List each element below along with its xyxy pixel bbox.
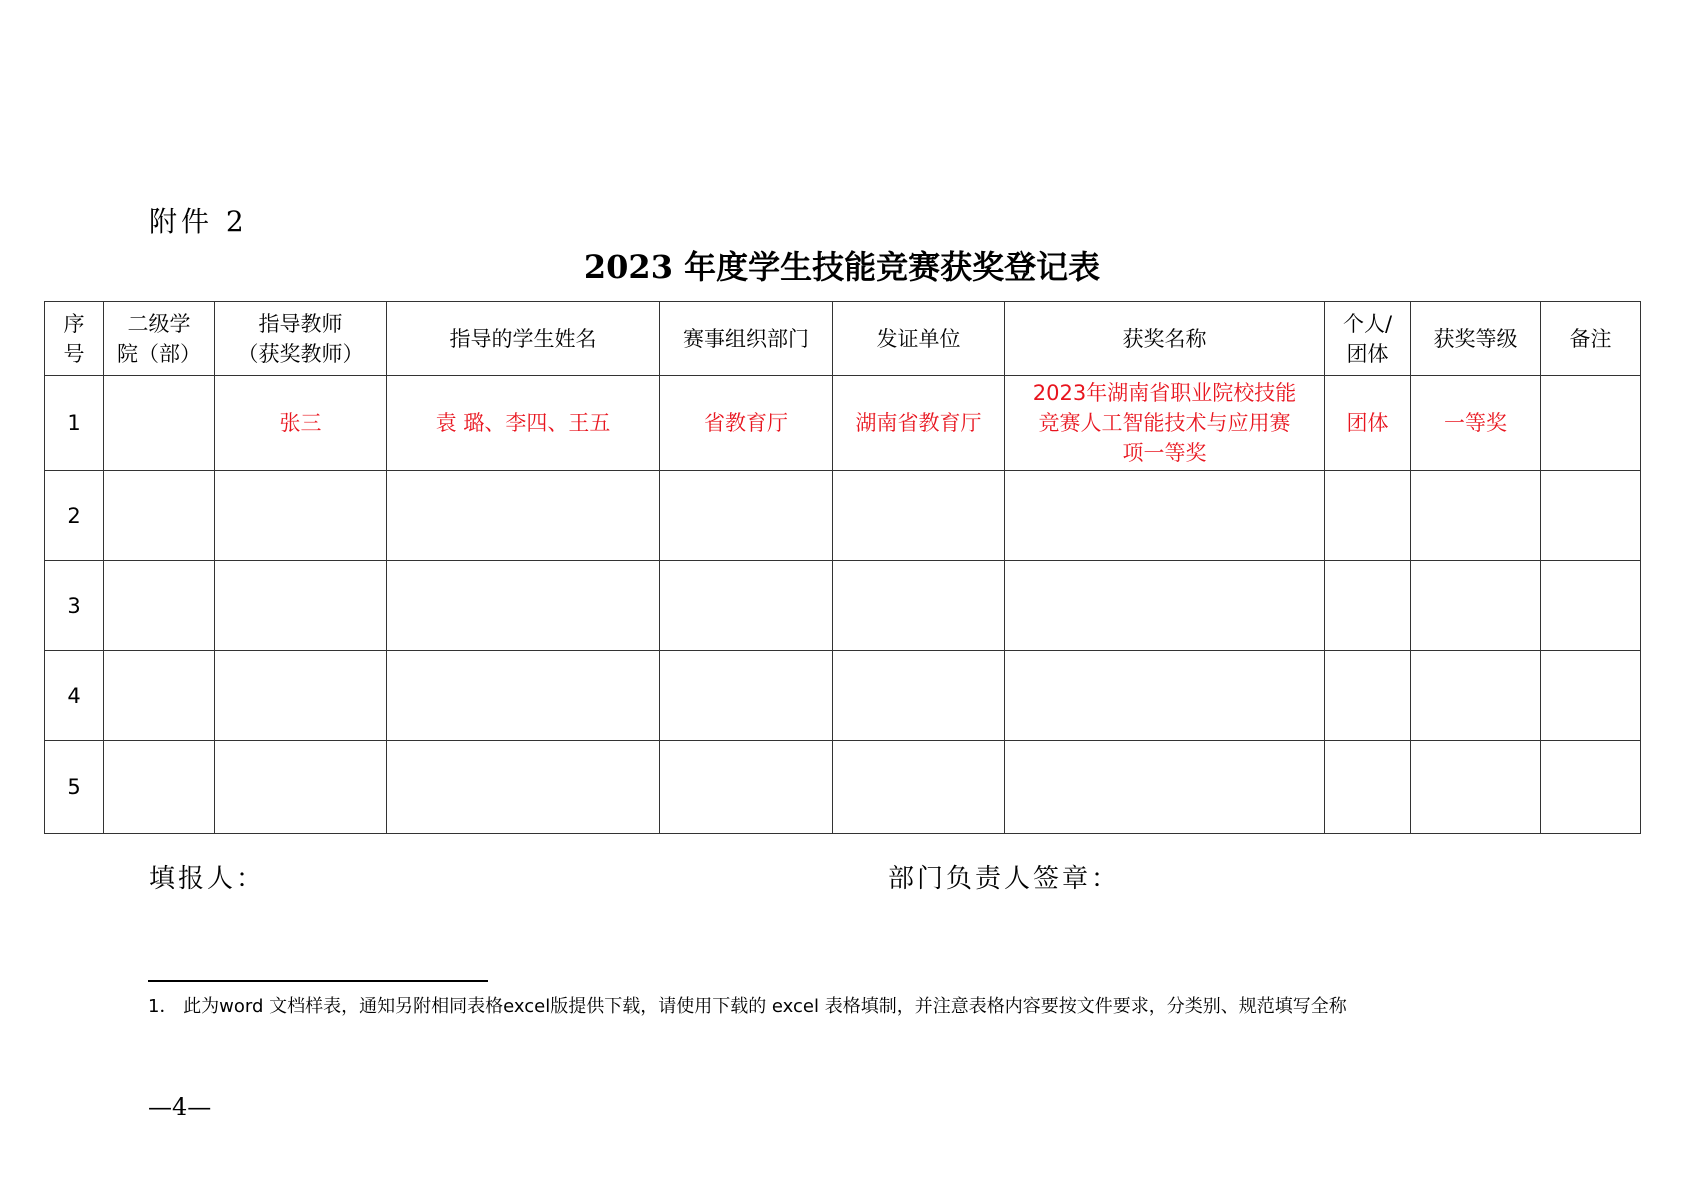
award-name-line-2: 竞赛人工智能技术与应用赛 [1038,411,1291,435]
cell-type[interactable] [1325,561,1411,651]
cell-seq: 3 [45,561,104,651]
cell-students[interactable] [387,471,660,561]
cell-teacher[interactable] [215,651,387,741]
header-college-line-2: 院（部） [117,341,201,366]
header-teacher [215,302,387,376]
award-name-line-3: 项一等奖 [1122,441,1207,465]
cell-issuer[interactable] [833,651,1005,741]
cell-teacher[interactable] [215,741,387,834]
header-type-line-1: 个人/ [1342,311,1393,336]
cell-organizer[interactable] [660,741,833,834]
table-row [45,651,1641,741]
award-name-line-1: 2023年湖南省职业院校技能 [1032,381,1297,405]
cell-students[interactable] [387,561,660,651]
header-college-line-1: 二级学 [127,311,191,336]
cell-teacher[interactable]: 张三 [215,376,387,471]
cell-remark[interactable] [1541,376,1641,471]
table-header-row [45,302,1641,376]
header-teacher-line-1: 指导教师 [258,311,343,336]
cell-college[interactable] [104,471,215,561]
header-college [104,302,215,376]
header-type [1325,302,1411,376]
cell-issuer[interactable]: 湖南省教育厅 [833,376,1005,471]
table-row [45,561,1641,651]
cell-issuer[interactable] [833,561,1005,651]
header-teacher-line-2: （获奖教师） [237,341,364,366]
cell-college[interactable] [104,741,215,834]
table-row [45,376,1641,471]
cell-students[interactable] [387,741,660,834]
header-organizer: 赛事组织部门 [660,302,833,376]
dept-head-signature-label: 部门负责人签章： [888,864,1121,894]
header-seq [45,302,104,376]
cell-remark[interactable] [1541,651,1641,741]
cell-level[interactable] [1411,471,1541,561]
cell-award-name[interactable] [1005,561,1325,651]
cell-type[interactable]: 团体 [1325,376,1411,471]
award-registration-table [44,301,1641,834]
cell-level[interactable] [1411,741,1541,834]
cell-award-name[interactable] [1005,376,1325,471]
cell-award-name[interactable] [1005,741,1325,834]
cell-college[interactable] [104,561,215,651]
cell-award-name[interactable] [1005,651,1325,741]
cell-award-name[interactable] [1005,471,1325,561]
cell-organizer[interactable] [660,651,833,741]
cell-level[interactable] [1411,651,1541,741]
cell-organizer[interactable]: 省教育厅 [660,376,833,471]
header-type-line-2: 团体 [1346,341,1389,366]
cell-seq: 1 [45,376,104,471]
cell-organizer[interactable] [660,561,833,651]
footnote: 1． 此为word 文档样表，通知另附相同表格excel版提供下载，请使用下载的 excel 表格填制，并注意表格内容要按文件要求，分类别、规范填写全称 [148,996,1347,1017]
cell-type[interactable] [1325,651,1411,741]
table-row [45,741,1641,834]
cell-college[interactable] [104,376,215,471]
header-seq-line-2: 号 [63,341,85,366]
cell-remark[interactable] [1541,561,1641,651]
cell-teacher[interactable] [215,561,387,651]
table-row [45,471,1641,561]
page-title: 2023 年度学生技能竞赛获奖登记表 [583,248,1101,286]
cell-seq: 5 [45,741,104,834]
filler-label: 填报人： [149,864,266,894]
cell-college[interactable] [104,651,215,741]
cell-issuer[interactable] [833,471,1005,561]
header-award-name: 获奖名称 [1005,302,1325,376]
cell-organizer[interactable] [660,471,833,561]
header-remark: 备注 [1541,302,1641,376]
header-level: 获奖等级 [1411,302,1541,376]
cell-remark[interactable] [1541,471,1641,561]
cell-seq: 2 [45,471,104,561]
cell-type[interactable] [1325,471,1411,561]
cell-type[interactable] [1325,741,1411,834]
footnote-divider [148,980,488,982]
attachment-label: 附件 2 [149,205,248,238]
cell-students[interactable] [387,651,660,741]
cell-seq: 4 [45,651,104,741]
header-issuer: 发证单位 [833,302,1005,376]
cell-teacher[interactable] [215,471,387,561]
page-number: —4— [148,1093,212,1121]
header-students: 指导的学生姓名 [387,302,660,376]
cell-level[interactable] [1411,561,1541,651]
cell-issuer[interactable] [833,741,1005,834]
cell-students[interactable]: 袁 璐、李四、王五 [387,376,660,471]
cell-remark[interactable] [1541,741,1641,834]
cell-level[interactable]: 一等奖 [1411,376,1541,471]
header-seq-line-1: 序 [63,311,85,336]
